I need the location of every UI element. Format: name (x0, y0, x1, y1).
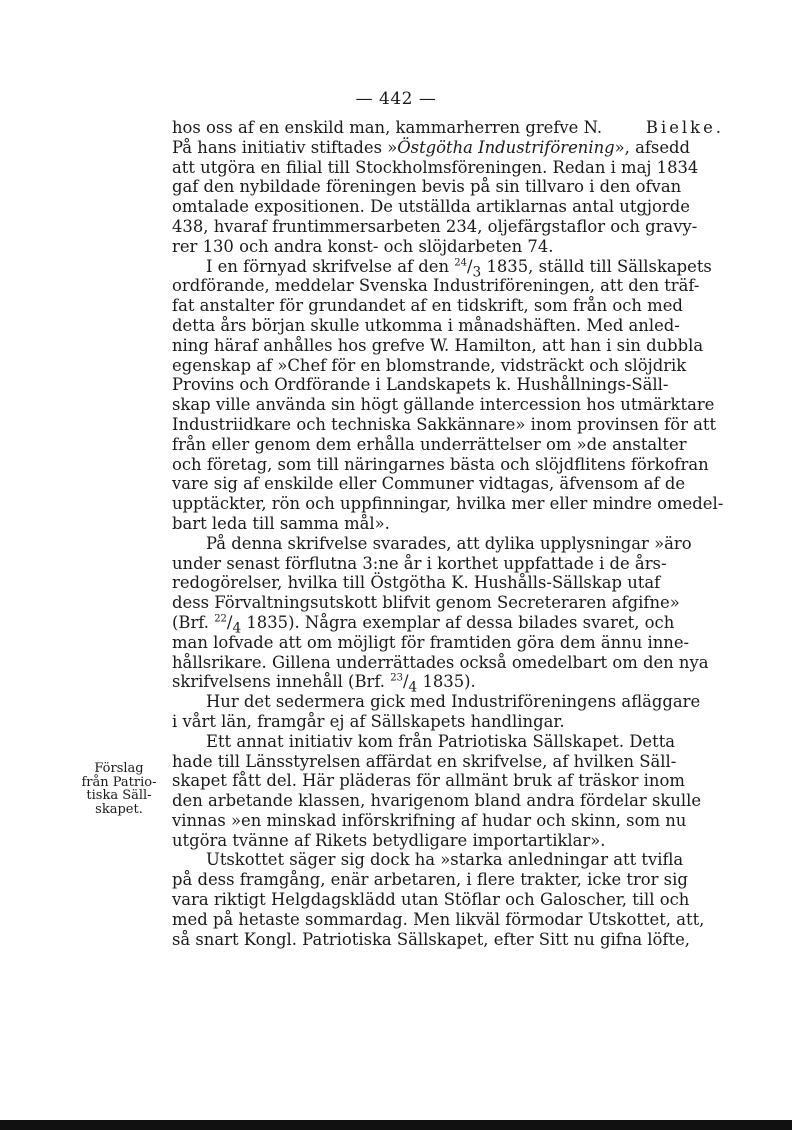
text-line: rer 130 och andra konst- och slöjdarbeten 74. (172, 236, 554, 256)
margin-note-line: skapet. (95, 801, 143, 817)
text-line: Hur det sedermera gick med Industriföreningens afläggare (206, 692, 701, 712)
text-line: så snart Kongl. Patriotiska Sällskapet, efter Sitt nu gifna löfte, (172, 929, 690, 949)
society-name-italic: Östgötha Industriförening (397, 137, 615, 157)
text-line: detta års början skulle utkomma i månadshäften. Med anled- (172, 315, 680, 335)
fraction-numerator: 23 (390, 672, 403, 684)
text-line: skap ville använda sin högt gällande intercession hos utmärktare (172, 395, 715, 415)
margin-note (80, 762, 158, 816)
text-line: Industriidkare och techniska Sakkännare» inom provinsen för att (172, 414, 717, 434)
text-line: gaf den nybildade föreningen bevis på sin tillvaro i den ofvan (172, 177, 682, 197)
text-line: hade till Länsstyrelsen affärdat en skrifvelse, af hvilken Säll- (172, 751, 677, 771)
text-line: (Brf. $^{22}/_4$ 1835). Några exemplar af dessa bilades svaret, och (172, 612, 675, 637)
name-spaced: Bielke. (645, 118, 724, 137)
text-line: man lofvade att om möjligt för framtiden göra dem ännu inne- (172, 632, 690, 652)
text-fragment: hos oss af en enskild man, kammarherren grefve N. (172, 118, 603, 137)
text-line: i vårt län, framgår ej af Sällskapets handlingar. (172, 711, 565, 731)
text-line: ordförande, meddelar Svenska Industriföreningen, att den träf- (172, 276, 700, 296)
margin-note-line: Förslag (94, 761, 144, 776)
text-line: Provins och Ordförande i Landskapets k. Hushållnings-Säll- (172, 375, 669, 395)
margin-note-line: tiska Säll- (86, 788, 152, 803)
text-line: utgöra tvänne af Rikets betydligare importartiklar». (172, 830, 606, 850)
fraction-denominator: 4 (408, 679, 418, 696)
text-line: bart leda till samma mål». (172, 513, 390, 533)
fraction-numerator: 24 (454, 257, 467, 269)
text-line: vare sig af enskilde eller Communer vidtagas, äfvensom af de (172, 474, 686, 494)
text-line: På denna skrifvelse svarades, att dylika upplysningar »äro (206, 533, 692, 553)
text-line: och företag, som till näringarnes bästa och slöjdflitens förkofran (172, 454, 709, 474)
text-line: dess Förvaltningsutskott blifvit genom Secreteraren afgifne» (172, 593, 680, 613)
body-text (172, 118, 724, 949)
text-line: omtalade expositionen. De utställda artiklarnas antal utgjorde (172, 197, 690, 217)
text-line: egenskap af »Chef för en blomstrande, vidsträckt och slöjdrik (172, 355, 687, 375)
text-line: skrifvelsens innehåll (Brf. $^{23}/_4$ 1835). (172, 672, 476, 696)
text-line: att utgöra en filial till Stockholmsföreningen. Redan i maj 1834 (172, 157, 699, 177)
text-line: 438, hvaraf fruntimmersarbeten 234, oljefärgstaflor och gravy- (172, 216, 698, 236)
text-line: hållsrikare. Gillena underrättades också omedelbart om den nya (172, 652, 709, 672)
fraction-denominator: 4 (232, 620, 242, 637)
text-line: på dess framgång, enär arbetaren, i flere trakter, icke tror sig (172, 870, 688, 890)
text-fragment: I en förnyad skrifvelse af den (206, 256, 450, 276)
text-line: redogörelser, hvilka till Östgötha K. Hushålls-Sällskap utaf (172, 573, 661, 593)
text-line: fat anstalter för grundandet af en tidskrift, som från och med (172, 296, 683, 316)
margin-note-line: från Patrio- (81, 774, 157, 790)
page-number: — 442 — (355, 89, 437, 109)
scan-edge-bar (0, 1120, 792, 1130)
text-line: I en förnyad skrifvelse af den $^{24}/_3$ 1835, ställd till Sällskapets (206, 256, 712, 280)
text-fragment: 1835). Några exemplar af dessa bilades svaret, och (246, 612, 675, 632)
text-fragment: 1835, ställd till Sällskapets (486, 256, 712, 276)
text-line: ning häraf anhålles hos grefve W. Hamilton, att han i sin dubbla (172, 335, 704, 355)
text-line: under senast förflutna 3:ne år i korthet uppfattade i de års- (172, 553, 667, 573)
fraction-denominator: 3 (472, 263, 482, 280)
text-line: Ett annat initiativ kom från Patriotiska Sällskapet. Detta (206, 731, 676, 751)
text-line: vinnas »en minskad införskrifning af hudar och skinn, som nu (172, 810, 687, 830)
text-line: med på hetaste sommardag. Men likväl förmodar Utskottet, att, (172, 909, 705, 929)
text-line: upptäckter, rön och uppfinningar, hvilka mer eller mindre omedel- (172, 494, 724, 514)
text-line: vara riktigt Helgdagsklädd utan Stöflar och Galoscher, till och (172, 890, 690, 910)
text-fragment: », afsedd (614, 137, 691, 157)
text-fragment: 1835). (422, 672, 476, 692)
text-line: från eller genom dem erhålla underrättelser om »de anstalter (172, 434, 687, 454)
text-fragment: (Brf. (172, 612, 209, 632)
text-line: den arbetande klassen, hvarigenom bland andra fördelar skulle (172, 791, 702, 811)
text-line: Utskottet säger sig dock ha »starka anledningar att tvifla (206, 850, 684, 870)
fraction-numerator: 22 (214, 613, 227, 625)
text-fragment: På hans initiativ stiftades » (172, 137, 398, 157)
text-line (172, 138, 724, 158)
text-line (172, 118, 724, 138)
text-fragment: skrifvelsens innehåll (Brf. (172, 672, 386, 692)
text-line: skapet fått del. Här pläderas för allmänt bruk af träskor inom (172, 771, 685, 791)
